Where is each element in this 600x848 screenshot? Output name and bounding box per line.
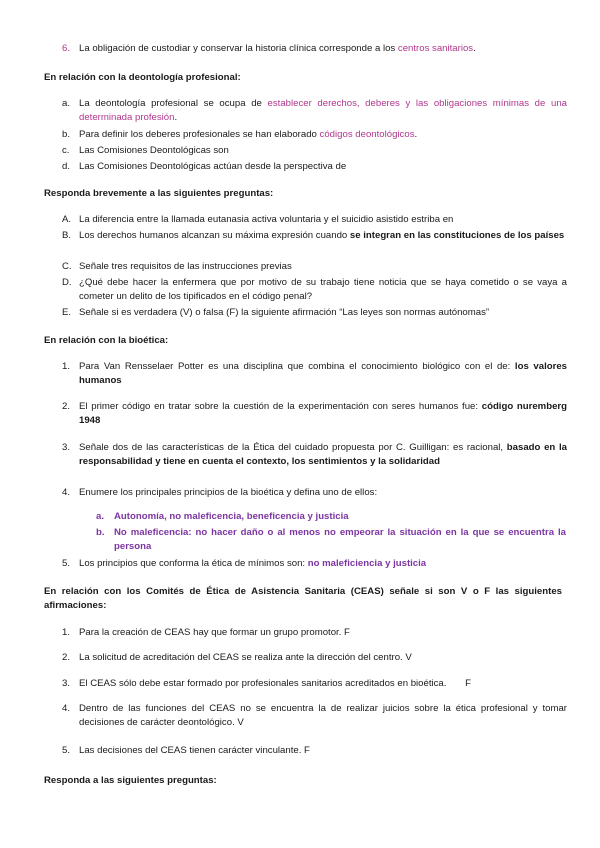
bioetica-item-1 [62,360,567,388]
item-end: . [473,43,476,54]
answer-bold: basado en la responsabilidad y tiene en cuenta el contexto, los sentimientos y la solidaridad [79,442,567,467]
bioetica-item-5 [62,557,567,571]
item-6-custodia [62,42,567,56]
item-letter: C. [62,261,72,272]
item-text: Señale dos de las características de la Ética del cuidado propuesta por C. Guilligan: es racional, [79,442,507,453]
item-text: Para definir los deberes profesionales se han elaborado [79,129,320,140]
item-letter: A. [62,214,72,225]
answer-bold: código nuremberg 1948 [79,401,568,426]
item-text: La diferencia entre la llamada eutanasia activa voluntaria y el suicidio asistido estriba en [79,214,454,225]
item-letter: b. [62,129,71,140]
breves-item-E [62,306,567,320]
answer-highlight: Autonomía, no maleficencia, beneficencia y justicia [114,511,349,522]
bioetica-item-4 [62,486,567,500]
answer-highlight: códigos deontológicos [319,129,415,140]
item-letter: D. [62,277,72,288]
item-number: 4. [62,487,71,498]
item-text: La solicitud de acreditación del CEAS se realiza ante la dirección del centro. V [79,652,412,663]
item-letter: a. [96,511,105,522]
item-number: 1. [62,361,71,372]
item-letter: B. [62,230,72,241]
answer-bold: los valores humanos [79,361,567,386]
item-letter: b. [96,527,105,538]
section-heading-bioetica: En relación con la bioética: [44,335,169,346]
item-text: La obligación de custodiar y conservar la historia clínica corresponde a los [79,43,398,54]
item-text: ¿Qué debe hacer la enfermera que por motivo de su trabajo tiene noticia que se haya cometido o se vaya a cometer un delito de los tipificados en el código penal? [79,277,567,302]
breves-item-C [62,260,567,274]
section-heading-breves: Responda brevemente a las siguientes preguntas: [44,188,274,199]
item-number: 3. [62,678,71,689]
ceas-item-1 [62,626,567,640]
item-number: 2. [62,652,71,663]
item-letter: a. [62,98,71,109]
breves-item-B [62,229,567,243]
item-text: La deontología profesional se ocupa de [79,98,268,109]
breves-item-D [62,276,567,304]
answer-highlight: no maleficiencia y justicia [307,558,427,569]
deontologia-item-c [62,144,567,158]
answer-highlight: centros sanitarios [397,43,474,54]
item-text: Los principios que conforma la ética de mínimos son: [79,558,308,569]
item-text: Los derechos humanos alcanzan su máxima expresión cuando [79,230,350,241]
bioetica-item-4a [96,510,566,524]
item-text: El primer código en tratar sobre la cuestión de la experimentación con seres humanos fue: [79,401,482,412]
item-number: 2. [62,401,71,412]
item-text: Enumere los principales principios de la bioética y defina uno de ellos: [79,487,378,498]
section-heading-ceas: En relación con los Comités de Ética de Asistencia Sanitaria (CEAS) señale si son V o F las siguientes afirmaciones: [44,586,562,611]
ceas-item-3 [62,677,567,691]
item-text: Para Van Rensselaer Potter es una disciplina que combina el conocimiento biológico con el de: [79,361,515,372]
bioetica-item-4b [96,526,566,554]
answer-highlight: No maleficencia: no hacer daño o al menos no empeorar la situación en la que se encuentra la persona [114,527,566,552]
item-letter: d. [62,161,71,172]
deontologia-item-d [62,160,567,174]
item-text: El CEAS sólo debe estar formado por profesionales sanitarios acreditados en bioética. F [79,678,471,689]
item-end: . [174,112,178,123]
item-text: Las Comisiones Deontológicas actúan desde la perspectiva de [79,161,347,172]
section-heading-deontologia: En relación con la deontología profesional: [44,72,241,83]
item-text: Las Comisiones Deontológicas son [79,145,229,156]
item-number: 5. [62,745,71,756]
item-text: Las decisiones del CEAS tienen carácter vinculante. F [79,745,310,756]
item-number: 5. [62,558,71,569]
ceas-item-2 [62,651,567,665]
item-number: 6. [62,43,71,54]
bioetica-item-3 [62,441,567,469]
deontologia-item-b [62,128,567,142]
answer-bold: se integran en las constituciones de los países [349,230,565,241]
item-end: . [414,129,418,140]
item-letter: E. [62,307,72,318]
item-text: Para la creación de CEAS hay que formar un grupo promotor. F [79,627,350,638]
item-text: Señale tres requisitos de las instrucciones previas [79,261,292,272]
ceas-item-5 [62,744,567,758]
answer-highlight: establecer derechos, deberes y las obligaciones mínimas de una determinada profesión [79,98,567,123]
breves-item-A [62,213,567,227]
ceas-item-4 [62,702,567,730]
deontologia-item-a [62,97,567,125]
bioetica-item-2 [62,400,567,428]
section-heading-final: Responda a las siguientes preguntas: [44,775,217,786]
item-letter: c. [62,145,70,156]
item-number: 4. [62,703,71,714]
item-text: Dentro de las funciones del CEAS no se encuentra la de realizar juicios sobre la ética profesional y tomar decisiones de carácter deontológico. V [79,703,567,728]
item-text: Señale si es verdadera (V) o falsa (F) la siguiente afirmación “Las leyes son normas autónomas” [79,307,490,318]
item-number: 1. [62,627,71,638]
item-number: 3. [62,442,71,453]
